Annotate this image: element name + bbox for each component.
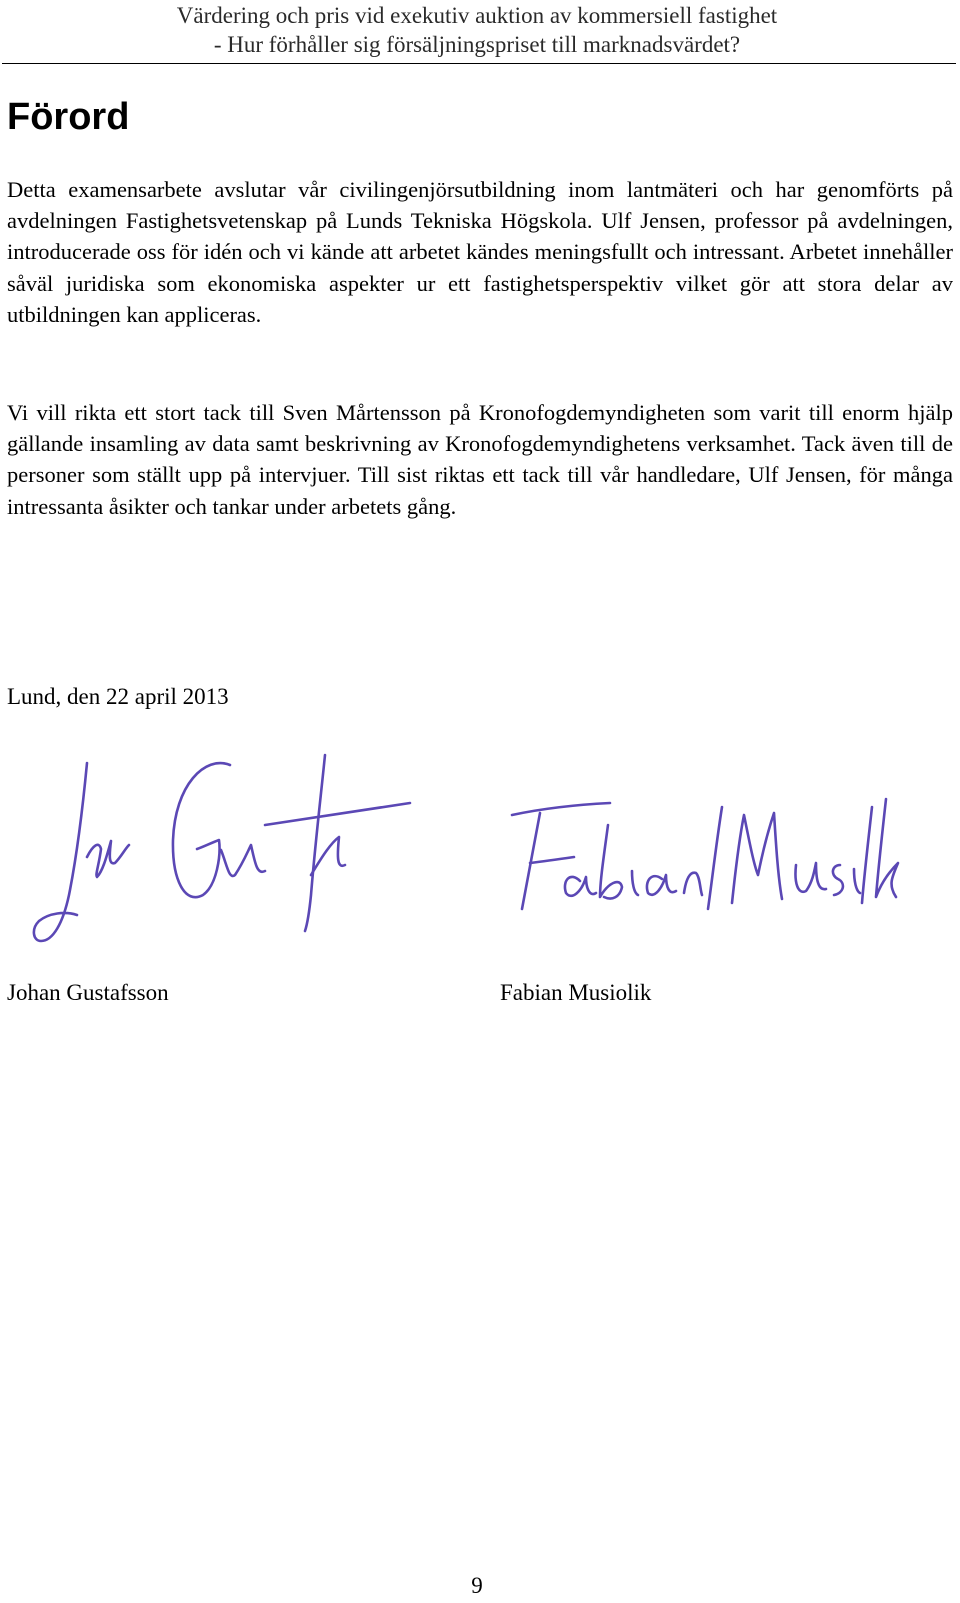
signer-name-2: Fabian Musiolik bbox=[500, 980, 652, 1005]
page-number: 9 bbox=[471, 1573, 483, 1598]
place-date: Lund, den 22 april 2013 bbox=[7, 684, 229, 709]
running-header bbox=[0, 0, 954, 59]
signature-fabian-musiolik bbox=[500, 785, 910, 915]
paragraph-intro: Detta examensarbete avslutar vår civilingenjörsutbildning inom lantmäteri och har genomförts på avdelningen Fastighetsvetenskap på Lunds Tekniska Högskola. Ulf Jensen, professor på avdelningen, introducerade oss för idén och vi kände att arbetet kändes meningsfullt och intressant. Arbetet innehåller såväl juridiska som ekonomiska aspekter ur ett fastighetsperspektiv vilket gör att stora delar av utbildningen kan appliceras. bbox=[7, 177, 953, 327]
signature-johan-gustafsson bbox=[25, 745, 425, 950]
page-title: Förord bbox=[7, 96, 130, 138]
running-header-line-2: - Hur förhåller sig försäljningspriset till marknadsvärdet? bbox=[213, 32, 741, 57]
paragraph-acknowledgements: Vi vill rikta ett stort tack till Sven Mårtensson på Kronofogdemyndigheten som varit till enorm hjälp gällande insamling av data samt beskrivning av Kronofogdemyndighetens verksamhet. Tack även till de personer som ställt upp på intervjuer. Till sist riktas ett tack till vår handledare, Ulf Jensen, för många intressanta åsikter och tankar under arbetets gång. bbox=[7, 400, 953, 519]
running-header-line-1: Värdering och pris vid exekutiv auktion av kommersiell fastighet bbox=[176, 3, 778, 28]
signer-name-1: Johan Gustafsson bbox=[7, 980, 169, 1005]
header-divider bbox=[2, 63, 956, 64]
